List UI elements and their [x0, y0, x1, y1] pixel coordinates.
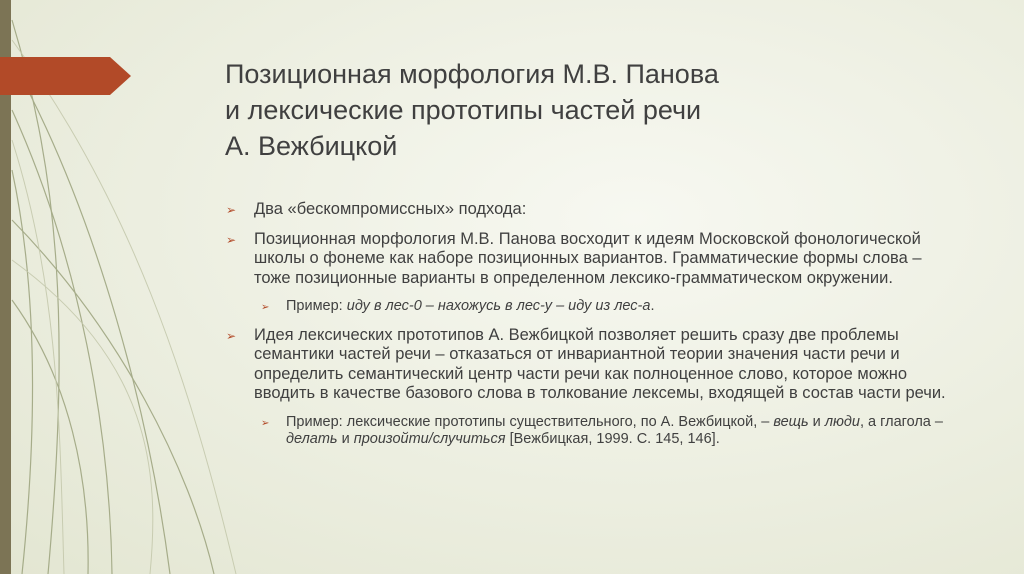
slide-content — [226, 200, 946, 459]
example-text: Пример: лексические прототипы существительного, по А. Вежбицкой, – — [286, 413, 774, 430]
example-text: и — [337, 431, 354, 447]
example-text: [Вежбицкая, 1999. С. 145, 146]. — [505, 431, 720, 447]
arrow-bullet-icon: ➢ — [226, 328, 237, 343]
arrow-bullet-icon: ➢ — [226, 203, 237, 217]
bullet-item — [226, 326, 946, 404]
arrow-bullet-icon: ➢ — [261, 302, 270, 313]
example-italic: вещь — [773, 413, 809, 430]
sub-bullet-item — [261, 298, 946, 316]
arrow-bullet-icon: ➢ — [261, 417, 270, 429]
example-italic: люди — [824, 413, 860, 430]
bullet-item — [226, 200, 946, 220]
decorative-lines-graphic — [0, 0, 240, 574]
arrow-bullet-icon: ➢ — [226, 232, 237, 247]
title-line: А. Вежбицкой — [225, 131, 398, 161]
bullet-text: Идея лексических прототипов А. Вежбицкой позволяет решить сразу две проблемы семантики частей речи – отказаться от инвариантной теории значения части речи и определить семантический центр части речи как полноценное слово, которое можно вводить в качестве базового слова в толкование лексемы, входящей в состав части речи. — [254, 325, 946, 402]
example-text: и — [808, 413, 825, 430]
bullet-text: Позиционная морфология М.В. Панова восходит к идеям Московской фонологической школы о фонеме как наборе позиционных вариантов. Грамматические формы слова – тоже позиционные варианты в определенном лексико-грамматическом окружении. — [254, 229, 922, 287]
example-suffix: . — [650, 298, 655, 314]
example-text: , а глагола – — [859, 413, 943, 430]
sub-bullet-item — [261, 414, 946, 449]
bullet-text: Два «бескомпромиссных» подхода: — [254, 200, 527, 218]
slide-title — [225, 56, 945, 164]
example-italic: иду в лес-0 – нахожусь в лес-у – иду из лес-а — [346, 298, 651, 314]
example-italic: произойти/случиться — [353, 431, 506, 447]
title-line: и лексические прототипы частей речи — [225, 95, 702, 125]
title-line: Позиционная морфология М.В. Панова — [225, 59, 719, 89]
example-italic: делать — [286, 431, 338, 447]
accent-arrow-shape — [0, 57, 131, 95]
example-label: Пример: — [286, 298, 347, 314]
bullet-item — [226, 230, 946, 289]
